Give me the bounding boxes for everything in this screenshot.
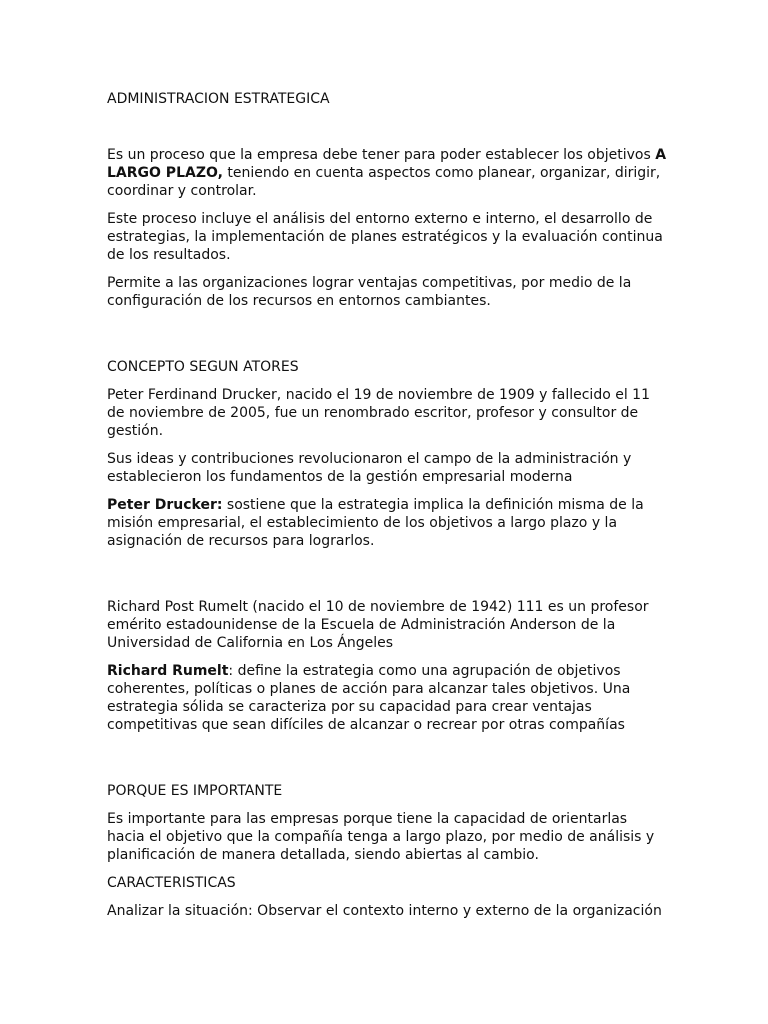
- drucker-definition-text: sostiene que la estrategia implica la definición misma de la misión empresarial, el establecimiento de los objetivos a largo plazo y la asignación de recursos para lograrlos.: [107, 497, 644, 549]
- intro-p1-text-post: teniendo en cuenta aspectos como planear, organizar, dirigir, coordinar y controlar.: [107, 165, 661, 199]
- rumelt-definition-text: : define la estrategia como una agrupación de objetivos coherentes, políticas o planes de acción para alcanzar tales objetivos. Una estrategia sólida se caracteriza por su capacidad para crear ventajas competitivas que sean difíciles de alcanzar o recrear por otras compañías: [107, 663, 631, 733]
- importance-paragraph: Es importante para las empresas porque tiene la capacidad de orientarlas hacia el objetivo que la compañía tenga a largo plazo, por medio de análisis y planificación de manera detallada, siendo abiertas al cambio.: [107, 811, 655, 863]
- rumelt-definition-paragraph: [107, 662, 667, 734]
- drucker-name: Peter Drucker:: [107, 497, 223, 513]
- document-page: [107, 90, 667, 930]
- section-heading-characteristics: CARACTERISTICAS: [107, 875, 236, 891]
- intro-paragraph-3: Permite a las organizaciones lograr ventajas competitivas, por medio de la configuración de los recursos en entornos cambiantes.: [107, 275, 632, 309]
- spacer: [107, 108, 667, 146]
- intro-p1-bold: A LARGO PLAZO,: [107, 147, 667, 181]
- drucker-ideas-paragraph: Sus ideas y contribuciones revolucionaron el campo de la administración y establecieron los fundamentos de la gestión empresarial moderna: [107, 451, 632, 485]
- document-title: ADMINISTRACION ESTRATEGICA: [107, 91, 330, 107]
- section-heading-importance: PORQUE ES IMPORTANTE: [107, 783, 283, 799]
- section-heading-authors: CONCEPTO SEGUN ATORES: [107, 359, 299, 375]
- drucker-bio-paragraph: Peter Ferdinand Drucker, nacido el 19 de noviembre de 1909 y fallecido el 11 de noviembre de 2005, fue un renombrado escritor, profesor y consultor de gestión.: [107, 387, 650, 439]
- intro-p1-text-pre: Es un proceso que la empresa debe tener para poder establecer los objetivos: [107, 147, 656, 163]
- spacer: [107, 560, 667, 598]
- intro-paragraph-2: Este proceso incluye el análisis del entorno externo e interno, el desarrollo de estrategias, la implementación de planes estratégicos y la evaluación continua de los resultados.: [107, 211, 663, 263]
- spacer: [107, 744, 667, 782]
- intro-paragraph-1: [107, 146, 667, 200]
- spacer: [107, 320, 667, 358]
- rumelt-name: Richard Rumelt: [107, 663, 229, 679]
- characteristics-paragraph: Analizar la situación: Observar el contexto interno y externo de la organización: [107, 903, 662, 919]
- rumelt-bio-paragraph: Richard Post Rumelt (nacido el 10 de noviembre de 1942) 111 es un profesor emérito estadounidense de la Escuela de Administración Anderson de la Universidad de California en Los Ángeles: [107, 599, 649, 651]
- drucker-definition-paragraph: [107, 496, 667, 550]
